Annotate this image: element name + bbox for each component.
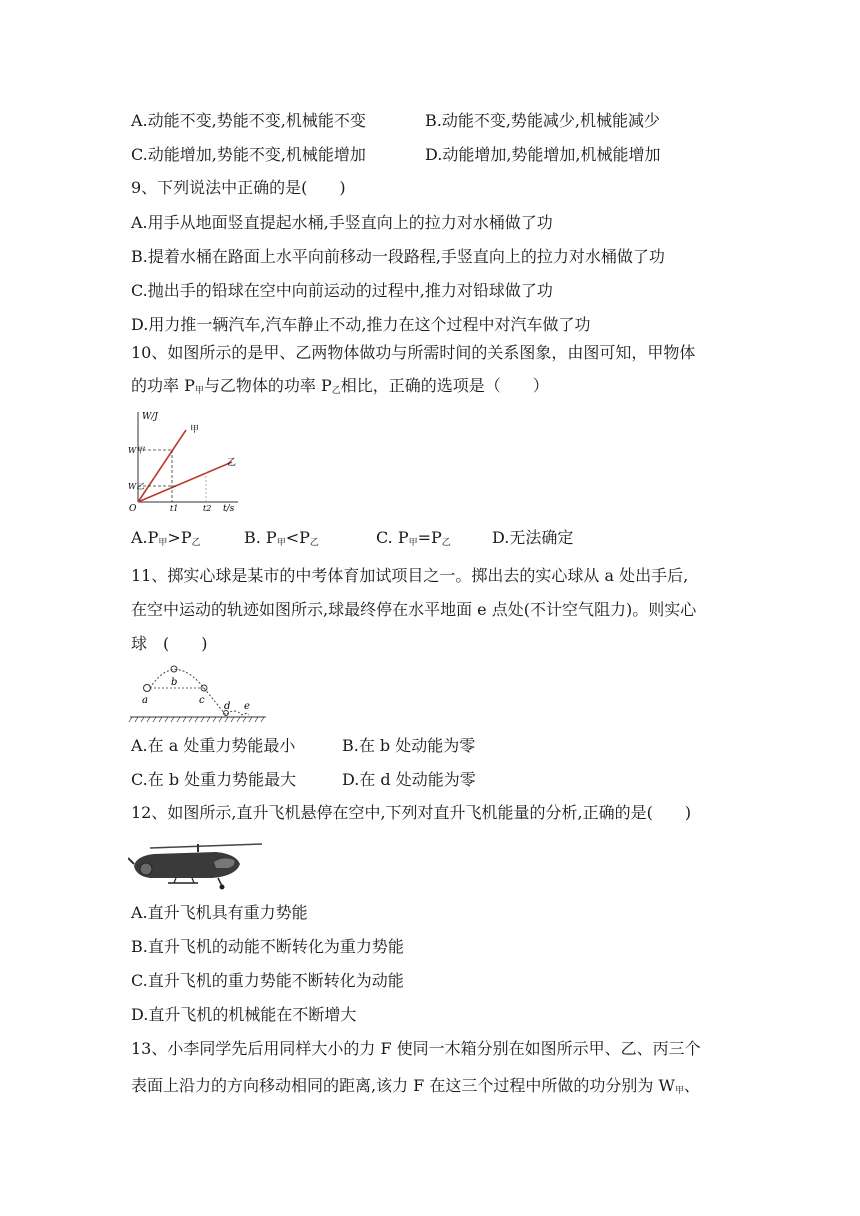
q9-option-a: A.用手从地面竖直提起水桶,手竖直向上的拉力对水桶做了功 [131,213,553,232]
q8-option-c: C.动能增加,势能不变,机械能增加 [131,145,366,164]
helicopter-image [128,836,264,892]
graph-w-jia-label: W甲 [128,446,145,455]
graph-t2-label: t2 [203,504,212,512]
q10-c-sub-jia: 甲 [408,538,418,548]
q10-stem-part1: 的功率 P [131,376,195,395]
q10-stem-sub-yi: 乙 [331,386,341,396]
label-a: a [142,695,148,706]
q10-a-sub-jia: 甲 [158,538,168,548]
graph-line-jia-label: 甲 [190,425,200,435]
q10-a-rel: >P [167,528,192,547]
label-e: e [244,701,250,712]
q8-option-a: A.动能不变,势能不变,机械能不变 [131,111,366,130]
ball-at-b [171,666,177,672]
graph-ylabel: W/J [142,412,158,422]
graph-origin: O [129,504,137,512]
q11-stem-line3: 球 ( ) [131,634,208,653]
q10-option-c [376,527,451,554]
label-c: c [199,695,205,706]
q10-b-p: B. P [244,528,277,547]
q13-stem-sub-jia: 甲 [674,1086,684,1096]
q13-stem-line2 [131,1075,700,1102]
trajectory-path [150,670,249,716]
ground-hatching [129,717,264,722]
q10-b-sub-jia: 甲 [276,538,286,548]
q11-stem-line2: 在空中运动的轨迹如图所示,球最终停在水平地面 e 点处(不计空气阻力)。则实心 [131,600,697,619]
q8-option-d: D.动能增加,势能增加,机械能增加 [425,145,661,164]
q10-c-p: C. P [376,528,409,547]
graph-t1-label: t1 [170,504,179,512]
q10-b-sub-yi: 乙 [309,538,319,548]
graph-w-yi-label: W乙 [128,482,145,491]
q10-a-sub-yi: 乙 [191,538,201,548]
q10-option-d: D.无法确定 [492,528,574,547]
q9-stem: 9、下列说法中正确的是( ) [131,178,346,197]
q12-option-a: A.直升飞机具有重力势能 [131,903,308,922]
q11-option-c: C.在 b 处重力势能最大 [131,770,297,789]
q13-stem-line1: 13、小李同学先后用同样大小的力 F 使同一木箱分别在如图所示甲、乙、丙三个 [131,1039,701,1058]
q13-stem-part2: 、 [683,1076,700,1095]
shot-put-trajectory-figure [128,657,268,725]
label-b: b [171,677,178,688]
q12-option-c: C.直升飞机的重力势能不断转化为动能 [131,971,404,990]
q9-option-b: B.提着水桶在路面上水平向前移动一段路程,手竖直向上的拉力对水桶做了功 [131,247,665,266]
q12-option-d: D.直升飞机的机械能在不断增大 [131,1005,357,1024]
q10-stem-part2: 与乙物体的功率 P [203,376,332,395]
q11-option-a: A.在 a 处重力势能最小 [131,736,296,755]
q10-option-b [244,527,319,554]
q10-c-sub-yi: 乙 [441,538,451,548]
label-d: d [224,701,231,712]
q10-stem-sub-jia: 甲 [194,386,204,396]
q11-stem-line1: 11、掷实心球是某市的中考体育加试项目之一。掷出去的实心球从 a 处出手后, [131,566,689,585]
q12-option-b: B.直升飞机的动能不断转化为重力势能 [131,937,404,956]
q9-option-c: C.抛出手的铅球在空中向前运动的过程中,推力对铅球做了功 [131,281,553,300]
q11-option-d: D.在 d 处动能为零 [342,770,476,789]
q8-option-b: B.动能不变,势能减少,机械能减少 [425,111,661,130]
q12-stem: 12、如图所示,直升飞机悬停在空中,下列对直升飞机能量的分析,正确的是( ) [131,803,692,822]
q13-stem-part1: 表面上沿力的方向移动相同的距离,该力 F 在这三个过程中所做的功分别为 W [131,1076,675,1095]
q10-option-a [131,527,201,554]
q10-stem-line1: 10、如图所示的是甲、乙两物体做功与所需时间的关系图象，由图可知，甲物体 [131,343,696,362]
q10-a-p: A.P [131,528,159,547]
q10-stem-line2 [131,375,549,402]
ball-at-a [144,685,151,692]
q11-option-b: B.在 b 处动能为零 [342,736,476,755]
q10-b-rel: <P [285,528,310,547]
q9-option-d: D.用力推一辆汽车,汽车静止不动,推力在这个过程中对汽车做了功 [131,315,591,334]
q10-c-rel: =P [417,528,442,547]
graph-line-yi-label: 乙 [227,458,237,468]
work-time-graph [128,408,240,512]
graph-xlabel: t/s [223,504,235,512]
q10-stem-part3: 相比，正确的选项是（ ） [340,376,549,395]
